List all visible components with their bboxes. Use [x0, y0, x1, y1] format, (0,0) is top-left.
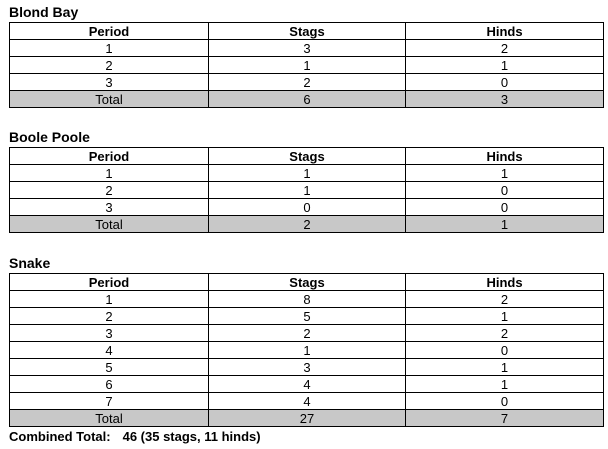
column-header-hinds: Hinds [406, 23, 604, 40]
cell-period: 1 [10, 291, 209, 308]
cell-hinds: 0 [406, 342, 604, 359]
table-row [10, 308, 604, 325]
table-row [10, 325, 604, 342]
cell-stags: 5 [209, 308, 406, 325]
cell-stags: 4 [209, 393, 406, 410]
column-header-period: Period [10, 148, 209, 165]
cell-hinds: 2 [406, 40, 604, 57]
cell-hinds: 1 [406, 359, 604, 376]
cell-stags: 1 [209, 165, 406, 182]
cell-stags: 2 [209, 325, 406, 342]
table-snake [9, 273, 604, 427]
cell-period: 2 [10, 308, 209, 325]
table-row [10, 342, 604, 359]
table-row [10, 393, 604, 410]
combined-total-value: 46 (35 stags, 11 hinds) [122, 429, 261, 444]
cell-hinds: 1 [406, 165, 604, 182]
cell-period: 1 [10, 165, 209, 182]
cell-hinds: 2 [406, 325, 604, 342]
cell-period: 2 [10, 57, 209, 74]
cell-stags: 1 [209, 57, 406, 74]
cell-hinds: 1 [406, 376, 604, 393]
total-row [10, 216, 604, 233]
cell-stags: 8 [209, 291, 406, 308]
cell-period: 6 [10, 376, 209, 393]
column-header-stags: Stags [209, 148, 406, 165]
total-row [10, 91, 604, 108]
total-row [10, 410, 604, 427]
cell-stags: 2 [209, 74, 406, 91]
cell-period: 5 [10, 359, 209, 376]
total-label: Total [10, 216, 209, 233]
cell-period: 3 [10, 199, 209, 216]
column-header-period: Period [10, 274, 209, 291]
cell-period: 2 [10, 182, 209, 199]
table-row [10, 40, 604, 57]
total-label: Total [10, 91, 209, 108]
table-row [10, 165, 604, 182]
total-stags: 2 [209, 216, 406, 233]
cell-hinds: 0 [406, 74, 604, 91]
cell-period: 7 [10, 393, 209, 410]
column-header-stags: Stags [209, 274, 406, 291]
table-row [10, 376, 604, 393]
table-row [10, 57, 604, 74]
total-hinds: 3 [406, 91, 604, 108]
cell-period: 1 [10, 40, 209, 57]
table-row [10, 359, 604, 376]
table-row [10, 199, 604, 216]
cell-stags: 3 [209, 40, 406, 57]
cell-stags: 0 [209, 199, 406, 216]
cell-period: 3 [10, 325, 209, 342]
table-header-row [10, 274, 604, 291]
column-header-stags: Stags [209, 23, 406, 40]
table-row [10, 291, 604, 308]
total-hinds: 7 [406, 410, 604, 427]
combined-total-label: Combined Total: [9, 429, 111, 444]
table-boole-poole [9, 147, 604, 233]
table-row [10, 74, 604, 91]
table-blond-bay [9, 22, 604, 108]
table-row [10, 182, 604, 199]
table-header-row [10, 148, 604, 165]
cell-hinds: 1 [406, 57, 604, 74]
section-title-snake: Snake [9, 255, 51, 271]
cell-stags: 3 [209, 359, 406, 376]
cell-hinds: 0 [406, 393, 604, 410]
cell-hinds: 0 [406, 182, 604, 199]
column-header-hinds: Hinds [406, 274, 604, 291]
cell-stags: 1 [209, 342, 406, 359]
total-hinds: 1 [406, 216, 604, 233]
cell-period: 4 [10, 342, 209, 359]
cell-hinds: 1 [406, 308, 604, 325]
total-stags: 27 [209, 410, 406, 427]
cell-stags: 4 [209, 376, 406, 393]
total-label: Total [10, 410, 209, 427]
section-title-boole-poole: Boole Poole [9, 129, 90, 145]
cell-hinds: 0 [406, 199, 604, 216]
total-stags: 6 [209, 91, 406, 108]
cell-hinds: 2 [406, 291, 604, 308]
section-title-blond-bay: Blond Bay [9, 4, 79, 20]
cell-period: 3 [10, 74, 209, 91]
column-header-period: Period [10, 23, 209, 40]
column-header-hinds: Hinds [406, 148, 604, 165]
cell-stags: 1 [209, 182, 406, 199]
table-header-row [10, 23, 604, 40]
combined-total [9, 428, 261, 446]
